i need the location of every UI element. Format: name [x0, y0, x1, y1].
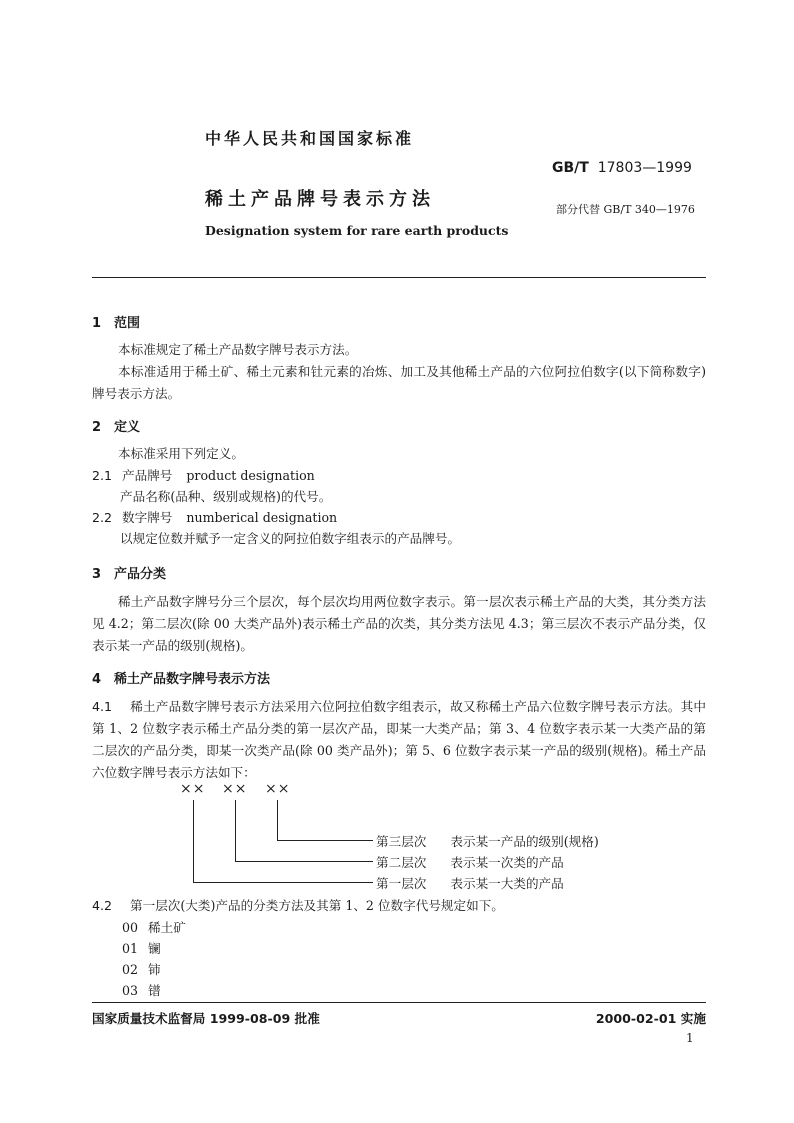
diagram-label-level-1 [376, 873, 564, 892]
diagram-level-2-name: 第二层次 [376, 855, 427, 870]
section-2-number: 2 [92, 420, 102, 435]
effective-date: 2000-02-01 实施 [595, 1011, 706, 1026]
definition-2-2-number: 2.2 [92, 510, 113, 525]
definition-2-1 [92, 465, 315, 484]
connector-level-3-horizontal [277, 840, 373, 841]
category-name: 镧 [148, 941, 161, 956]
category-item [122, 980, 161, 999]
category-code: 00 [122, 920, 139, 935]
clause-4-1 [92, 696, 706, 784]
definition-2-1-number: 2.1 [92, 468, 113, 483]
document-title-en: Designation system for rare earth products [205, 223, 509, 238]
section-1-heading [92, 312, 140, 331]
clause-4-1-number: 4.1 [92, 699, 113, 714]
document-title-zh: 稀土产品牌号表示方法 [205, 189, 435, 210]
category-item [122, 959, 161, 978]
definition-2-2-text: 以规定位数并赋予一定含义的阿拉伯数字组表示的产品牌号。 [120, 531, 461, 546]
section-1-title: 范围 [114, 316, 141, 331]
digit-group-3: ×× [265, 781, 291, 797]
page-number: 1 [686, 1031, 694, 1045]
clause-4-2-text: 第一层次(大类)产品的分类方法及其第 1、2 位数字代号规定如下。 [130, 898, 504, 913]
diagram-level-1-desc: 表示某一大类的产品 [450, 876, 564, 891]
clause-4-2-number: 4.2 [92, 898, 113, 913]
standard-code: 17803—1999 [597, 160, 692, 176]
section-4-number: 4 [92, 672, 102, 687]
digit-group-2: ×× [222, 781, 248, 797]
section-1-para-1: 本标准规定了稀土产品数字牌号表示方法。 [118, 342, 358, 357]
category-name: 铈 [148, 962, 161, 977]
category-item [122, 917, 186, 936]
section-1-para-2: 本标准适用于稀土矿、稀土元素和钍元素的冶炼、加工及其他稀土产品的六位阿拉伯数字(以下简称数字)牌号表示方法。 [92, 364, 706, 401]
clause-4-1-text: 稀土产品数字牌号表示方法采用六位阿拉伯数字组表示，故又称稀土产品六位数字牌号表示方法。其中第 1、2 位数字表示稀土产品分类的第一层次产品，即某一大类产品；第 3、4 位数字表示某一大类产品的第二层次的产品分类，即某一次类产品(除 00 类产品外)；第 5、6 位数字表示某一产品的级别(规格)。稀土产品六位数字牌号表示方法如下： [92, 699, 706, 780]
header-divider [92, 277, 706, 278]
definition-2-1-term-zh: 产品牌号 [122, 468, 173, 483]
diagram-level-1-name: 第一层次 [376, 876, 427, 891]
replaces-note: 部分代替 GB/T 340—1976 [556, 203, 695, 216]
connector-level-1-horizontal [193, 882, 373, 883]
definition-2-2-term-zh: 数字牌号 [122, 510, 173, 525]
approval-line: 国家质量技术监督局 1999-08-09 批准 [92, 1011, 320, 1026]
clause-4-2 [92, 895, 504, 914]
diagram-level-3-desc: 表示某一产品的级别(规格) [450, 834, 599, 849]
definition-2-2-term-en: numberical designation [186, 510, 338, 525]
category-name: 镨 [148, 983, 161, 998]
category-code: 01 [122, 941, 139, 956]
definition-2-1-text: 产品名称(品种、级别或规格)的代号。 [120, 489, 332, 504]
section-1-number: 1 [92, 316, 102, 331]
footer-divider [92, 1002, 706, 1003]
section-2-intro: 本标准采用下列定义。 [118, 446, 244, 461]
standard-number [552, 160, 692, 176]
category-code: 02 [122, 962, 139, 977]
section-2-heading [92, 416, 140, 435]
section-3-title: 产品分类 [114, 567, 167, 582]
category-code: 03 [122, 983, 139, 998]
national-standard-heading: 中华人民共和国国家标准 [205, 129, 415, 148]
section-3-heading [92, 563, 166, 582]
digit-group-1: ×× [180, 781, 206, 797]
diagram-level-2-desc: 表示某一次类的产品 [450, 855, 564, 870]
connector-level-2-horizontal [235, 861, 373, 862]
section-4-heading [92, 668, 270, 687]
diagram-level-3-name: 第三层次 [376, 834, 427, 849]
connector-level-3-vertical [277, 800, 278, 840]
section-3-para: 稀土产品数字牌号分三个层次，每个层次均用两位数字表示。第一层次表示稀土产品的大类，其分类方法见 4.2；第二层次(除 00 大类产品外)表示稀土产品的次类，其分类方法见 4.3；第三层次不表示产品分类，仅表示某一产品的级别(规格)。 [92, 594, 706, 653]
definition-2-2 [92, 507, 337, 526]
diagram-label-level-3 [376, 831, 599, 850]
standard-prefix: GB/T [552, 160, 589, 176]
connector-level-1-vertical [193, 800, 194, 882]
category-name: 稀土矿 [148, 920, 186, 935]
category-item [122, 938, 161, 957]
section-2-title: 定义 [114, 420, 141, 435]
diagram-label-level-2 [376, 852, 564, 871]
section-3-number: 3 [92, 567, 102, 582]
definition-2-1-term-en: product designation [186, 468, 315, 483]
connector-level-2-vertical [235, 800, 236, 861]
section-4-title: 稀土产品数字牌号表示方法 [114, 672, 271, 687]
